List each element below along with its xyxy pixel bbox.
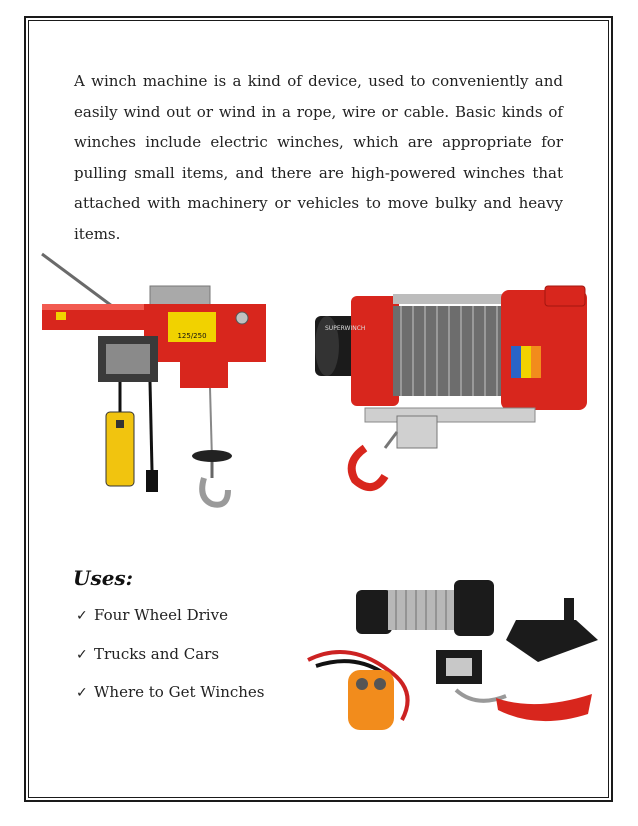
list-item [76, 602, 265, 641]
red-winch-image [305, 276, 603, 508]
uses-item-label: Four Wheel Drive [94, 606, 228, 624]
checkmark-icon: ✓ [76, 646, 88, 663]
winch-kit-image [306, 570, 602, 756]
list-item [76, 641, 265, 680]
uses-item-label: Trucks and Cars [94, 644, 220, 663]
uses-item-label: Where to Get Winches [94, 683, 265, 701]
electric-hoist-image [40, 252, 270, 532]
checkmark-icon: ✓ [76, 685, 88, 701]
uses-list [76, 602, 265, 718]
checkmark-icon: ✓ [76, 608, 88, 624]
winch-drum-label: SUPERWINCH [325, 325, 366, 332]
hoist-label-text: 125/250 [177, 332, 207, 340]
list-item [76, 679, 265, 718]
uses-heading: Uses: [73, 566, 134, 590]
intro-paragraph: A winch machine is a kind of device, used to conveniently and easily wind out or wind in a rope, wire or cable. Basic kinds of winches include electric winches, which are appropriate for pulling small items, and there are high-powered winches that attached with machinery or vehicles to move bulky and heavy items. [74, 72, 563, 243]
